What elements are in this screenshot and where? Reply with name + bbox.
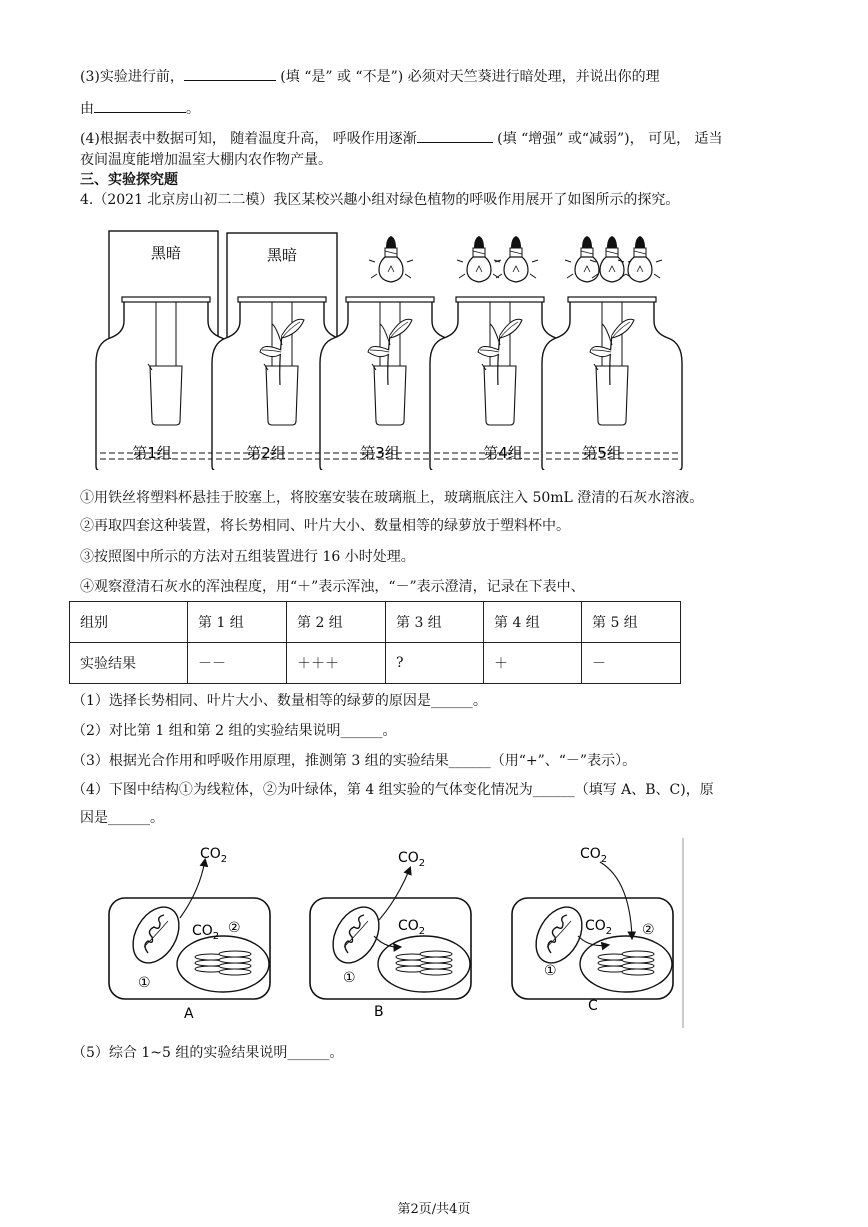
page-footer: 第2页/共4页 — [397, 1202, 471, 1217]
step-2: ②再取四套这种装置，将长势相同、叶片大小、数量相等的绿萝放于塑料杯中。 — [80, 518, 570, 534]
mark-mitochondrion: ① — [544, 963, 557, 979]
svg-text:CO2: $CO_2$ — [192, 923, 220, 942]
sub-question-2: （2）对比第 1 组和第 2 组的实验结果说明______。 — [72, 723, 397, 739]
group-label: 第2组 — [246, 444, 286, 462]
group-label: 第3组 — [360, 444, 400, 462]
mark-chloroplast: ② — [228, 920, 241, 936]
section-title: 三、实验探究题 — [80, 172, 178, 188]
step-3: ③按照图中所示的方法对五组装置进行 16 小时处理。 — [80, 549, 415, 565]
sub-question-4-cont: 因是______。 — [80, 810, 164, 826]
panel-label-a: A — [184, 1006, 194, 1022]
table-header-cell: 第 2 组 — [287, 602, 386, 643]
table-header-cell: 第 3 组 — [386, 602, 484, 643]
svg-text:CO2: $CO_2$ — [398, 918, 426, 937]
q4prev-line2: 夜间温度能增加温室大棚内农作物产量。 — [80, 152, 332, 168]
chloroplast — [177, 936, 269, 992]
co2-label: CO — [398, 918, 419, 934]
sub-question-4: （4）下图中结构①为线粒体，②为叶绿体，第 4 组实验的气体变化情况为______（填写 A、B、C)，原 — [72, 782, 714, 798]
question-stem: 4.（2021 北京房山初二二模）我区某校兴趣小组对绿色植物的呼吸作用展开了如图所示的探究。 — [80, 192, 680, 208]
svg-text:CO2: $CO_2$ — [580, 846, 608, 865]
dark-label: 黑暗 — [266, 246, 298, 264]
table-cell: ? — [386, 643, 484, 684]
mark-mitochondrion: ① — [138, 975, 151, 991]
group-label: 第4组 — [483, 444, 523, 462]
co2-label: CO — [200, 846, 221, 862]
mark-mitochondrion: ① — [343, 970, 356, 986]
table-header-cell: 第 1 组 — [188, 602, 287, 643]
table-header-cell: 第 5 组 — [582, 602, 681, 643]
step-4: ④观察澄清石灰水的浑浊程度，用“＋”表示浑浊，“－”表示澄清，记录在下表中、 — [80, 579, 585, 595]
group-label: 第5组 — [582, 444, 622, 462]
q3-line2: 由 。 — [80, 98, 200, 118]
mark-chloroplast: ② — [642, 922, 655, 938]
table-cell: ＋ — [484, 643, 582, 684]
q4prev-line1: (4)根据表中数据可知， 随着温度升高， 呼吸作用逐渐 (填 “增强” 或“减弱”)， 可见， 适当 — [80, 128, 723, 148]
table-header-cell: 第 4 组 — [484, 602, 582, 643]
table-cell: 实验结果 — [70, 643, 188, 684]
step-1: ①用铁丝将塑料杯悬挂于胶塞上，将胶塞安装在玻璃瓶上，玻璃瓶底注入 50mL 澄清的石灰水溶液。 — [80, 490, 704, 506]
svg-text:CO2: $CO_2$ — [200, 846, 228, 865]
chloroplast — [378, 936, 470, 992]
table-cell: － — [582, 643, 681, 684]
sub-question-1: （1）选择长势相同、叶片大小、数量相等的绿萝的原因是______。 — [72, 693, 487, 709]
panel-label-c: C — [588, 998, 598, 1014]
panel-label-b: B — [374, 1004, 384, 1020]
sub-question-5: （5）综合 1~5 组的实验结果说明______。 — [72, 1045, 344, 1061]
co2-label: CO — [398, 850, 419, 866]
co2-label: CO — [192, 923, 213, 939]
group-label: 第1组 — [132, 444, 172, 462]
table-cell: －－ — [188, 643, 287, 684]
co2-label: CO — [580, 846, 601, 862]
co2-label: CO — [585, 918, 606, 934]
table-header-cell: 组别 — [70, 602, 188, 643]
table-cell: ＋＋＋ — [287, 643, 386, 684]
dark-label: 黑暗 — [150, 244, 182, 262]
svg-text:CO2: $CO_2$ — [398, 850, 426, 869]
svg-text:CO2: $CO_2$ — [585, 918, 613, 937]
q3-line1: (3)实验进行前， (填 “是” 或 “不是”) 必须对天竺葵进行暗处理，并说出你的理 — [80, 66, 660, 86]
sub-question-3: （3）根据光合作用和呼吸作用原理，推测第 3 组的实验结果______（用“+”、“－”表示）。 — [72, 753, 637, 769]
